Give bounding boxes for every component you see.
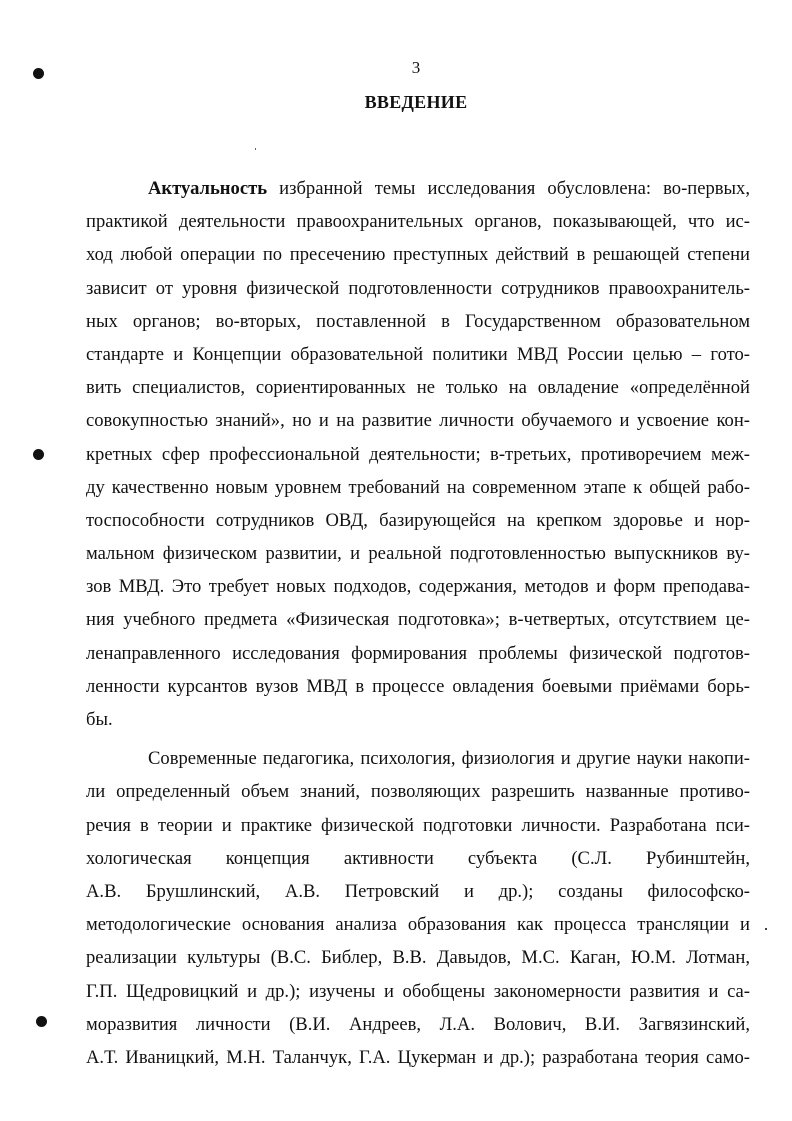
text-line: ду качественно новым уровнем требований на современном этапе к общей рабо- (86, 476, 750, 498)
text-line: ли определенный объем знаний, позволяющих разрешить названные противо- (86, 781, 750, 803)
text-line: хологическая концепция активности субъекта (С.Л. Рубинштейн, (86, 847, 750, 869)
text-line: речия в теории и практике физической подготовки личности. Разработана пси- (86, 814, 750, 836)
section-heading: ВВЕДЕНИЕ (364, 92, 468, 112)
text-line: бы. (86, 709, 113, 730)
text-line: вить специалистов, сориентированных не только на овладение «определённой (86, 377, 750, 399)
text-line: зов МВД. Это требует новых подходов, содержания, методов и форм преподава- (86, 576, 750, 598)
text-line: А.В. Брушлинский, А.В. Петровский и др.); созданы философско- (86, 880, 750, 902)
scan-artifact (765, 928, 767, 930)
text-line: Актуальность избранной темы исследования обусловлена: во-первых, (148, 178, 750, 199)
text-line: методологические основания анализа образования как процесса трансляции и (86, 914, 750, 936)
text-line: Современные педагогика, психология, физиология и другие науки накопи- (148, 748, 750, 770)
text-line: кретных сфер профессиональной деятельности; в-третьих, противоречием меж- (86, 443, 750, 465)
text-line: мальном физическом развитии, и реальной подготовленностью выпускников ву- (86, 543, 750, 565)
text-line: А.Т. Иваницкий, М.Н. Таланчук, Г.А. Цукерман и др.); разработана теория само- (86, 1046, 750, 1068)
text-line: практикой деятельности правоохранительных органов, показывающей, что ис- (86, 211, 750, 233)
text-line: совокупностью знаний», но и на развитие личности обучаемого и усвоение кон- (86, 410, 750, 432)
text-line: Г.П. Щедровицкий и др.); изучены и обобщены закономерности развития и са- (86, 980, 750, 1002)
text-line: моразвития личности (В.И. Андреев, Л.А. Волович, В.И. Загвязинский, (86, 1013, 750, 1035)
text-line: ленности курсантов вузов МВД в процессе овладения боевыми приёмами борь- (86, 675, 750, 697)
body-text (86, 172, 750, 1074)
text-line: реализации культуры (В.С. Библер, В.В. Давыдов, М.С. Каган, Ю.М. Лотман, (86, 947, 750, 969)
text-line: ния учебного предмета «Физическая подготовка»; в-четвертых, отсутствием це- (86, 609, 750, 631)
emphasized-term: Актуальность (148, 178, 268, 199)
text-line: стандарте и Концепции образовательной политики МВД России целью – гото- (86, 343, 750, 365)
page-number: 3 (411, 58, 421, 77)
scan-artifact (255, 148, 256, 150)
text-line: зависит от уровня физической подготовленности сотрудников правоохранитель- (86, 277, 750, 299)
text-line: ленаправленного исследования формирования проблемы физической подготов- (86, 642, 750, 664)
binding-hole-mark (33, 449, 44, 460)
text-line: ход любой операции по пресечению преступных действий в решающей степени (86, 244, 750, 266)
text-line: тоспособности сотрудников ОВД, базирующейся на крепком здоровье и нор- (86, 509, 750, 531)
binding-hole-mark (36, 1016, 47, 1027)
text-line: ных органов; во-вторых, поставленной в Государственном образовательном (86, 310, 750, 332)
